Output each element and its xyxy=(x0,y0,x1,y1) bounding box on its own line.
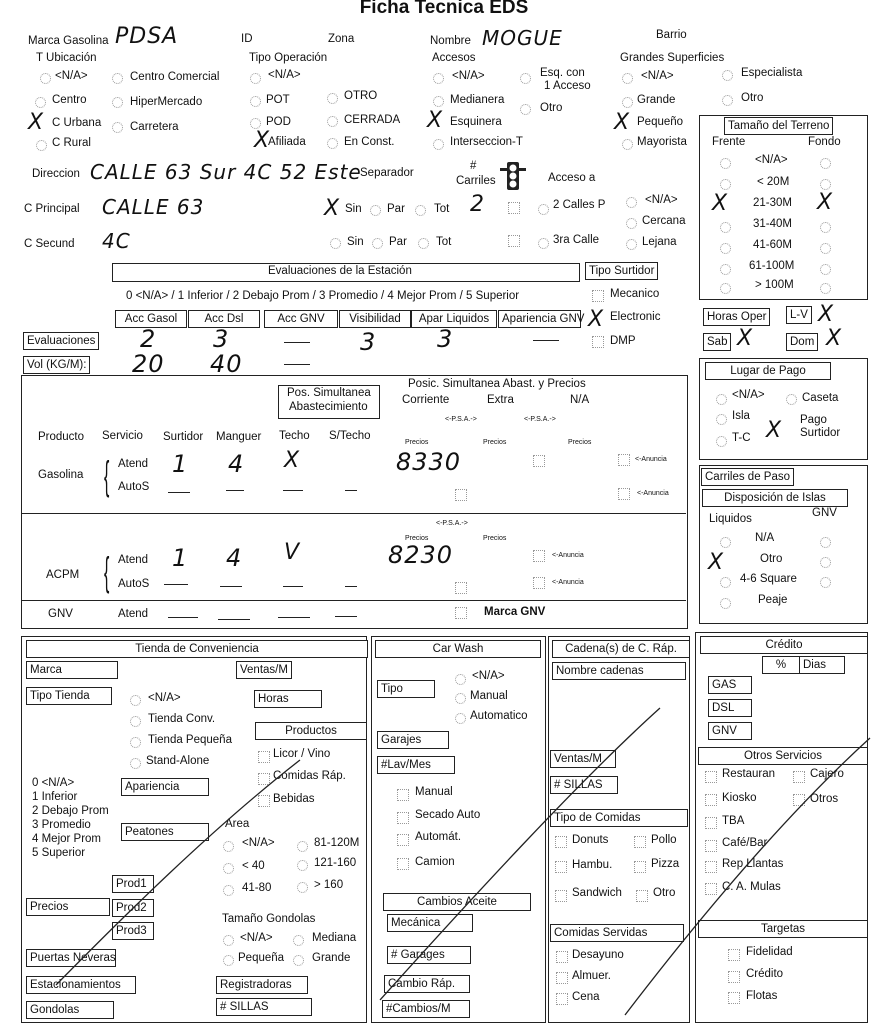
psa-label: <-P.S.A.-> xyxy=(524,416,556,423)
credito-title: Crédito xyxy=(700,636,868,654)
option-label: Cajero xyxy=(810,768,844,780)
col-s-techo: S/Techo xyxy=(329,430,371,442)
puertas-field[interactable]: Puertas Neveras xyxy=(26,949,116,967)
option-label: Manual xyxy=(415,786,453,798)
check-mark: X xyxy=(818,302,834,327)
gas-manguer[interactable]: 4 xyxy=(228,450,245,478)
prod2-field[interactable]: Prod2 xyxy=(112,899,154,917)
option-label: HiperMercado xyxy=(130,96,203,108)
principal-label: C Principal xyxy=(24,203,80,215)
option-label: Electronic xyxy=(610,311,661,323)
precios-label: Precios xyxy=(568,439,592,446)
option-label: Tot xyxy=(436,236,452,248)
option-label: Licor / Vino xyxy=(273,748,331,760)
check-mark: V xyxy=(284,540,300,565)
check-mark: X xyxy=(737,326,753,351)
check-mark: X xyxy=(708,550,724,575)
tienda-ventas-field[interactable]: Ventas/M xyxy=(236,661,292,679)
option-label: Mediana xyxy=(312,932,357,944)
acceso-a-label: Acceso a xyxy=(548,172,596,184)
pct-field[interactable]: % xyxy=(762,656,800,674)
direccion-label: Direccion xyxy=(32,168,80,180)
tipo-comidas-title: Tipo de Comidas xyxy=(550,809,688,827)
gnv-label: GNV xyxy=(48,608,73,620)
eval-col-visibilidad: Visibilidad xyxy=(339,310,411,328)
option-label: Carretera xyxy=(130,121,179,133)
terreno-option: 31-40M xyxy=(753,218,792,230)
garages-field[interactable]: # Garages xyxy=(387,946,471,964)
option-label: OTRO xyxy=(344,90,378,102)
marca-gnv-label: Marca GNV xyxy=(484,606,546,618)
direccion-value[interactable]: CALLE 63 Sur 4C 52 Este xyxy=(90,160,362,184)
pos-sim-label: Abastecimiento xyxy=(289,401,368,413)
gnv-credit-field[interactable]: GNV xyxy=(708,722,752,740)
eval-col-acc-dsl: Acc Dsl xyxy=(188,310,260,328)
posic-label: Posic. Simultanea Abast. y Precios xyxy=(408,378,586,390)
separador-label: Separador xyxy=(360,167,414,179)
option-label: Isla xyxy=(732,410,750,422)
dsl-field[interactable]: DSL xyxy=(708,699,752,717)
option-label: <N/A> xyxy=(472,670,505,682)
id-label: ID xyxy=(241,33,253,45)
evaluaciones-scale: 0 <N/A> / 1 Inferior / 2 Debajo Prom / 3 Promedio / 4 Mejor Prom / 5 Superior xyxy=(126,290,520,302)
psa-label: <-P.S.A.-> xyxy=(436,520,468,527)
marca-label: Marca Gasolina xyxy=(28,35,109,47)
accesos-label: Accesos xyxy=(432,52,476,64)
tipo-tienda-field[interactable]: Tipo Tienda xyxy=(26,687,112,705)
na-label: N/A xyxy=(570,394,590,406)
option-label: Kiosko xyxy=(722,792,757,804)
option-label: Especialista xyxy=(741,67,803,79)
precios-field[interactable]: Precios xyxy=(26,898,110,916)
eval-value[interactable]: 3 xyxy=(360,328,377,356)
terreno-option: 41-60M xyxy=(753,239,792,251)
option-label: <N/A> xyxy=(148,692,181,704)
carriles-hash: # xyxy=(470,160,477,172)
option-label: 121-160 xyxy=(314,857,357,869)
pago-title: Lugar de Pago xyxy=(705,362,831,380)
eval-col-apariencia-gnv: Apariencia GNV xyxy=(498,310,581,328)
check-mark: X xyxy=(766,418,782,443)
operacion-label: Tipo Operación xyxy=(249,52,328,64)
col-servicio: Servicio xyxy=(102,430,143,442)
check-mark: X xyxy=(427,108,443,133)
option-label: Surtidor xyxy=(800,427,841,439)
option-label: Crédito xyxy=(746,968,784,980)
check-mark: X xyxy=(588,307,604,332)
option-label: Cena xyxy=(572,991,600,1003)
option-label: Bebidas xyxy=(273,793,315,805)
option-label: Fidelidad xyxy=(746,946,793,958)
anuncia-label: <-Anuncia xyxy=(552,552,584,559)
grandes-label: Grandes Superficies xyxy=(620,52,725,64)
option-label: Interseccion-T xyxy=(450,136,523,148)
option-label: Pollo xyxy=(651,834,677,846)
option-label: < 40 xyxy=(242,860,265,872)
option-label: Sin xyxy=(345,203,362,215)
option-label: Pequeño xyxy=(637,116,684,128)
check-mark: X xyxy=(817,190,833,215)
option-label: Desayuno xyxy=(572,949,624,961)
cadena-ventas-field[interactable]: Ventas/M xyxy=(550,750,616,768)
vol-value[interactable]: 40 xyxy=(210,350,243,378)
area-label: Area xyxy=(225,818,250,830)
option-label: Tot xyxy=(434,203,450,215)
option-label: 1 Acceso xyxy=(544,80,591,92)
option-label: Otro xyxy=(653,887,676,899)
option-label: TBA xyxy=(722,815,745,827)
horas-label: Horas Oper xyxy=(703,308,770,326)
page-title: Ficha Tecnica EDS xyxy=(359,0,529,18)
marca-value[interactable]: PDSA xyxy=(115,24,179,49)
option-label: Mayorista xyxy=(637,136,687,148)
secund-value[interactable]: 4C xyxy=(102,229,131,253)
terreno-option: <N/A> xyxy=(755,154,788,166)
barrio-label: Barrio xyxy=(656,29,687,41)
corriente-label: Corriente xyxy=(402,394,450,406)
terreno-title: Tamaño del Terreno xyxy=(724,117,833,135)
acpm-label: ACPM xyxy=(46,569,80,581)
lavmes-field[interactable]: #Lav/Mes xyxy=(377,756,455,774)
ubicacion-label: T Ubicación xyxy=(36,52,97,64)
productos-title: Productos xyxy=(255,722,367,740)
option-label: <N/A> xyxy=(240,932,273,944)
atend-label: Atend xyxy=(118,458,149,470)
option-label: Donuts xyxy=(572,834,609,846)
acpm-precio[interactable]: 8230 xyxy=(388,541,454,569)
option-label: 81-120M xyxy=(314,837,360,849)
frente-label: Frente xyxy=(712,136,746,148)
option-label: POT xyxy=(266,94,290,106)
option-label: Par xyxy=(389,236,407,248)
option-label: Grande xyxy=(312,952,351,964)
option-label: > 160 xyxy=(314,879,344,891)
anuncia-label: <-Anuncia xyxy=(552,579,584,586)
precios-label: Precios xyxy=(405,439,429,446)
option-label: Sandwich xyxy=(572,887,622,899)
evaluaciones-row-label: Evaluaciones xyxy=(23,332,99,350)
option-label: Peaje xyxy=(758,594,788,606)
eval-value[interactable]: 2 xyxy=(140,325,157,353)
option-label: Café/Bar xyxy=(722,837,768,849)
cadena-sillas-field[interactable]: # SILLAS xyxy=(550,776,618,794)
option-label: Automatico xyxy=(470,710,528,722)
lv-label: L-V xyxy=(786,306,812,324)
surtidor-title: Tipo Surtidor xyxy=(585,262,658,280)
autos-label: AutoS xyxy=(118,481,150,493)
option-label: C Urbana xyxy=(52,117,102,129)
terreno-option: > 100M xyxy=(755,279,794,291)
option-label: <N/A> xyxy=(452,70,485,82)
option-label: Otro xyxy=(540,102,563,114)
islas-title: Disposición de Islas xyxy=(702,489,848,507)
peatones-field[interactable]: Peatones xyxy=(121,823,209,841)
option-label: C. A. Mulas xyxy=(722,881,781,893)
scale-item: 4 Mejor Prom xyxy=(32,833,102,845)
option-label: <N/A> xyxy=(641,70,674,82)
option-label: T-C xyxy=(732,432,751,444)
tienda-title: Tienda de Conveniencia xyxy=(26,640,368,658)
option-label: Manual xyxy=(470,690,508,702)
prod1-field[interactable]: Prod1 xyxy=(112,875,154,893)
option-label: Grande xyxy=(637,94,676,106)
option-label: Mecanico xyxy=(610,288,660,300)
eval-col-acc-gnv: Acc GNV xyxy=(264,310,338,328)
gas-field[interactable]: GAS xyxy=(708,676,752,694)
atend-label: Atend xyxy=(118,608,149,620)
vol-value[interactable]: 20 xyxy=(132,350,165,378)
check-mark: X xyxy=(712,191,728,216)
terreno-option: < 20M xyxy=(757,176,790,188)
option-label: Tienda Conv. xyxy=(148,713,216,725)
aceite-title: Cambios Aceite xyxy=(383,893,531,911)
gasolina-label: Gasolina xyxy=(38,469,84,481)
cadena-title: Cadena(s) de C. Ráp. xyxy=(552,640,690,658)
option-label: Secado Auto xyxy=(415,809,481,821)
option-label: Pequeña xyxy=(238,952,285,964)
option-label: <N/A> xyxy=(645,194,678,206)
option-label: 41-80 xyxy=(242,882,272,894)
tienda-marca-field[interactable]: Marca xyxy=(26,661,118,679)
nombre-label: Nombre xyxy=(430,35,471,47)
option-label: Centro xyxy=(52,94,87,106)
carriles-label: Carriles xyxy=(456,175,496,187)
option-label: Afiliada xyxy=(268,136,306,148)
liquidos-label: Liquidos xyxy=(709,513,752,525)
col-techo: Techo xyxy=(279,430,310,442)
otros-servicios-title: Otros Servicios xyxy=(698,747,868,765)
option-label: Otro xyxy=(760,553,783,565)
vol-label: Vol (KG/M): xyxy=(23,356,90,374)
option-label: Rep Llantas xyxy=(722,858,784,870)
option-label: Flotas xyxy=(746,990,778,1002)
col-manguer: Manguer xyxy=(216,431,262,443)
targetas-title: Targetas xyxy=(698,920,868,938)
gas-surtidor[interactable]: 1 xyxy=(172,450,189,478)
carriles-value[interactable]: 2 xyxy=(470,192,485,217)
check-mark: X xyxy=(614,110,630,135)
option-label: Pizza xyxy=(651,858,680,870)
mecanica-field[interactable]: Mecánica xyxy=(387,914,473,932)
option-label: Tienda Pequeña xyxy=(148,734,232,746)
fondo-label: Fondo xyxy=(808,136,841,148)
pos-sim-label: Pos. Simultanea xyxy=(287,387,371,399)
principal-value[interactable]: CALLE 63 xyxy=(102,195,205,219)
scale-item: 3 Promedio xyxy=(32,819,91,831)
option-label: Medianera xyxy=(450,94,505,106)
brace: { xyxy=(104,550,110,594)
option-label: <N/A> xyxy=(732,389,765,401)
gnv-label: GNV xyxy=(812,507,837,519)
terreno-option: 21-30M xyxy=(753,197,792,209)
col-surtidor: Surtidor xyxy=(163,431,204,443)
anuncia-label: <-Anuncia xyxy=(637,490,669,497)
check-mark: X xyxy=(826,326,842,351)
precios-label: Precios xyxy=(483,439,507,446)
option-label: N/A xyxy=(755,532,775,544)
zona-label: Zona xyxy=(328,33,355,45)
terreno-option: 61-100M xyxy=(749,260,795,272)
horas-field[interactable]: Horas xyxy=(254,690,322,708)
dias-field[interactable]: Dias xyxy=(799,656,845,674)
check-mark: X xyxy=(324,196,340,221)
eval-value[interactable]: 3 xyxy=(437,325,454,353)
nombre-cadenas-field[interactable]: Nombre cadenas xyxy=(552,662,686,680)
gas-precio[interactable]: 8330 xyxy=(396,448,462,476)
precios-label: Precios xyxy=(483,535,507,542)
precios-label: Precios xyxy=(405,535,429,542)
acpm-surtidor[interactable]: 1 xyxy=(172,544,189,572)
anuncia-label: <-Anuncia xyxy=(635,456,667,463)
option-label: DMP xyxy=(610,335,636,347)
option-label: Almuer. xyxy=(572,970,611,982)
option-label: Par xyxy=(387,203,405,215)
extra-label: Extra xyxy=(487,394,514,406)
cambios-m-field[interactable]: #Cambios/M xyxy=(382,1000,470,1018)
option-label: Esquinera xyxy=(450,116,502,128)
option-label: <N/A> xyxy=(55,70,88,82)
eval-col-acc-gasol: Acc Gasol xyxy=(115,310,187,328)
option-label: Hambu. xyxy=(572,859,613,871)
option-label: Lejana xyxy=(642,236,677,248)
col-producto: Producto xyxy=(38,431,85,443)
scale-item: 1 Inferior xyxy=(32,791,78,803)
check-mark: X xyxy=(28,110,44,135)
estacionamientos-field[interactable]: Estacionamientos xyxy=(26,976,136,994)
nombre-value[interactable]: MOGUE xyxy=(482,26,563,50)
evaluaciones-title: Evaluaciones de la Estación xyxy=(268,265,412,277)
dom-label: Dom xyxy=(786,333,818,351)
carriles-paso-label: Carriles de Paso xyxy=(701,468,794,486)
registradoras-field[interactable]: Registradoras xyxy=(216,976,308,994)
autos-label: AutoS xyxy=(118,578,150,590)
option-label: <N/A> xyxy=(242,837,275,849)
eval-value[interactable]: 3 xyxy=(213,325,230,353)
apariencia-field[interactable]: Apariencia xyxy=(121,778,209,796)
option-label: Camion xyxy=(415,856,455,868)
option-label: Comidas Ráp. xyxy=(273,770,346,782)
scale-item: 0 <N/A> xyxy=(32,777,75,789)
garajes-field[interactable]: Garajes xyxy=(377,731,449,749)
option-label: Esq. con xyxy=(540,67,585,79)
option-label: Centro Comercial xyxy=(130,71,220,83)
check-mark: X xyxy=(284,448,300,473)
carwash-title: Car Wash xyxy=(375,640,541,658)
secund-label: C Secund xyxy=(24,238,75,250)
option-label: 4-6 Square xyxy=(740,573,797,585)
eval-col-apar-liquidos: Apar Liquidos xyxy=(411,310,497,328)
option-label: Restauran xyxy=(722,768,776,780)
option-label: Sin xyxy=(347,236,364,248)
gondolas-tam-label: Tamaño Gondolas xyxy=(222,913,316,925)
option-label: Automát. xyxy=(415,831,462,843)
option-label: C Rural xyxy=(52,137,91,149)
brace: { xyxy=(104,454,110,498)
option-label: 2 Calles P xyxy=(553,199,606,211)
option-label: Pago xyxy=(800,414,827,426)
option-label: Otro xyxy=(741,92,764,104)
carwash-tipo-field[interactable]: Tipo xyxy=(377,680,435,698)
prod3-field[interactable]: Prod3 xyxy=(112,922,154,940)
option-label: En Const. xyxy=(344,136,395,148)
cambio-rap-field[interactable]: Cambio Ráp. xyxy=(384,975,470,993)
scale-item: 2 Debajo Prom xyxy=(32,805,109,817)
option-label: Cercana xyxy=(642,215,686,227)
comidas-servidas-title: Comidas Servidas xyxy=(550,924,684,942)
acpm-manguer[interactable]: 4 xyxy=(226,544,243,572)
atend-label: Atend xyxy=(118,554,149,566)
scale-item: 5 Superior xyxy=(32,847,86,859)
sab-label: Sab xyxy=(703,333,731,351)
option-label: Otros xyxy=(810,793,839,805)
option-label: Stand-Alone xyxy=(146,755,210,767)
tienda-sillas-field[interactable]: # SILLAS xyxy=(216,998,312,1016)
option-label: Caseta xyxy=(802,392,839,404)
gondolas-field[interactable]: Gondolas xyxy=(26,1001,114,1019)
check-mark: X xyxy=(254,128,270,153)
psa-label: <-P.S.A.-> xyxy=(445,416,477,423)
option-label: CERRADA xyxy=(344,114,401,126)
option-label: <N/A> xyxy=(268,69,301,81)
option-label: POD xyxy=(266,116,291,128)
option-label: 3ra Calle xyxy=(553,234,600,246)
